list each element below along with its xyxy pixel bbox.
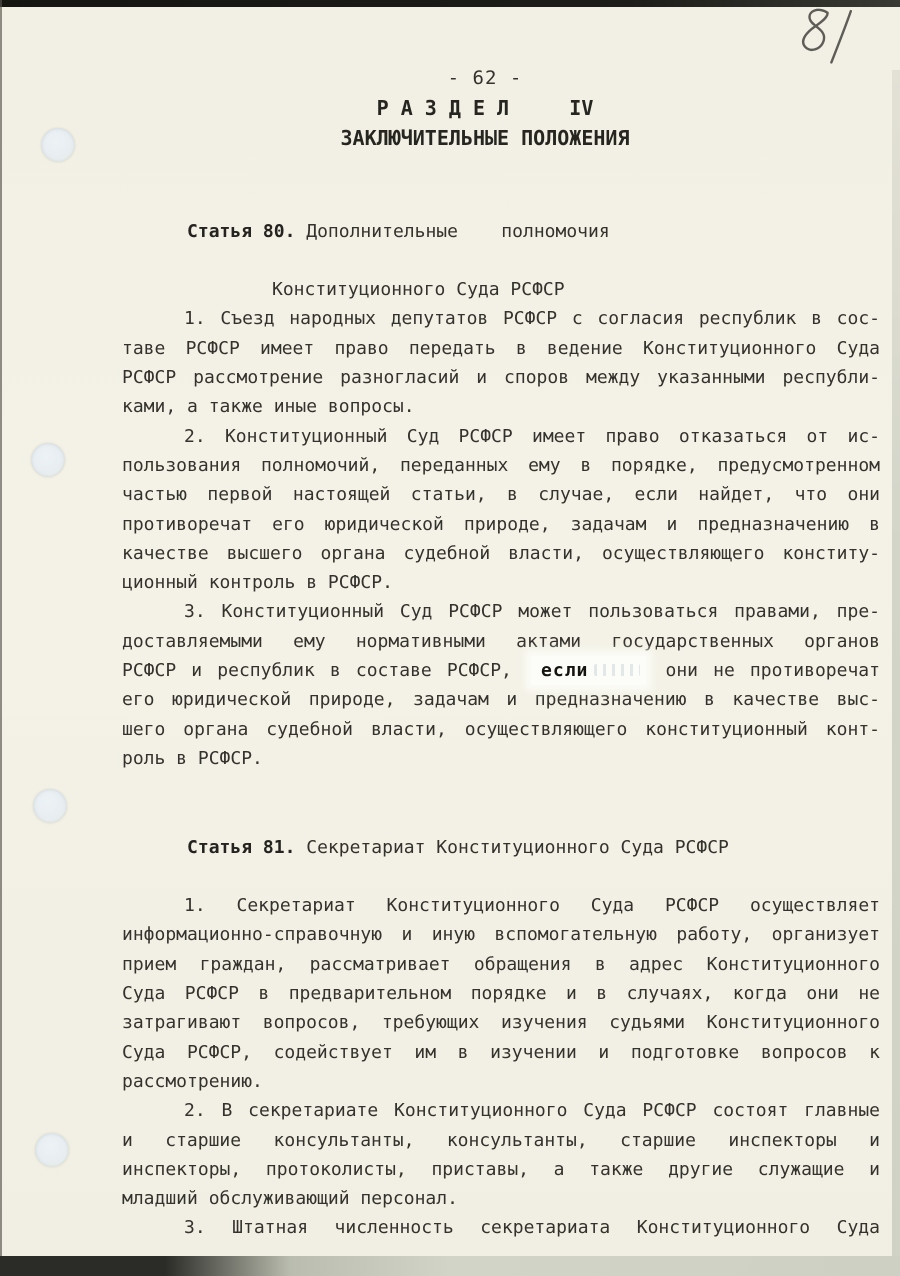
punch-hole <box>33 789 67 823</box>
text-line: 1. Съезд народных депутатов РСФСР с согласия республик в сос- <box>184 308 880 330</box>
scan-left-edge <box>0 0 2 1276</box>
text-segment: РСФСР и республик в составе РСФСР, <box>122 660 512 682</box>
text-line: 2. Конституционный Суд РСФСР имеет право отказаться от ис- <box>184 425 880 447</box>
text-line: доставляемыми ему нормативными актами государственных органов <box>122 630 880 652</box>
text-line: РСФСР рассмотрение разногласий и споров между указанными республи- <box>122 367 880 389</box>
article-80-title-line1: Дополнительные полномочия <box>295 220 610 242</box>
scan-right-edge <box>892 70 900 1258</box>
text-line: и старшие консультанты, консультанты, старшие инспекторы и <box>122 1129 880 1151</box>
correction-word: если <box>541 660 589 682</box>
text-line: частью первой настоящей статьи, в случае, если найдет, что они <box>122 484 880 506</box>
text-line: рассмотрению. <box>122 1070 263 1092</box>
article-80-label: Статья 80. <box>187 220 296 242</box>
punch-hole <box>41 128 75 162</box>
text-line: шего органа судебной власти, осуществляющего конституционный конт- <box>122 718 880 740</box>
text-line: его юридической природе, задачам и предназначению в качестве выс- <box>122 689 880 711</box>
text-line: инспекторы, протоколисты, приставы, а также другие служащие и <box>122 1158 880 1180</box>
punch-hole <box>31 443 65 477</box>
text-line: 3. Конституционный Суд РСФСР может пользоваться правами, пре- <box>184 601 880 623</box>
article-81-heading <box>122 803 880 891</box>
text-line: затрагивают вопросов, требующих изучения судьями Конституционного <box>122 1012 880 1034</box>
punch-hole <box>35 1133 69 1167</box>
scan-bottom-edge <box>0 1256 900 1276</box>
section-subtitle: ЗАКЛЮЧИТЕЛЬНЫЕ ПОЛОЖЕНИЯ <box>340 126 630 151</box>
ghost-text-remnant <box>594 664 640 676</box>
text-line: 3. Штатная численность секретариата Конституционного Суда <box>184 1217 880 1239</box>
text-line: качестве высшего органа судебной власти, осуществляющего конститу- <box>122 542 880 564</box>
page-number: - 62 - <box>447 67 523 89</box>
text-segment: они не противоречат <box>665 660 880 682</box>
article-80-title-line2: Конституционного Суда РСФСР <box>272 279 565 301</box>
text-line-with-correction <box>122 656 880 685</box>
article-81-label: Статья 81. <box>187 836 296 858</box>
text-line: прием граждан, рассматривает обращения в адрес Конституционного <box>122 953 880 975</box>
text-line: таве РСФСР имеет право передать в ведение Конституционного Суда <box>122 337 880 359</box>
text-line: Суда РСФСР, содействует им в изучении и подготовке вопросов к <box>122 1041 880 1063</box>
article-80-heading <box>122 187 880 275</box>
section-title: Р А З Д Е Л IV <box>376 96 594 121</box>
text-line: роль в РСФСР. <box>122 747 263 769</box>
text-line: ками, а также иные вопросы. <box>122 396 415 418</box>
text-line: ционный контроль в РСФСР. <box>122 572 393 594</box>
document-text-column <box>122 0 880 1243</box>
text-line: информационно-справочную и иную вспомогательную работу, организует <box>122 924 880 946</box>
text-line: 1. Секретариат Конституционного Суда РСФСР осуществляет <box>184 895 880 917</box>
text-line: младший обслуживающий персонал. <box>122 1188 458 1210</box>
text-line: 2. В секретариате Конституционного Суда РСФСР состоят главные <box>184 1100 880 1122</box>
whiteout-correction <box>531 656 646 685</box>
text-line: противоречат его юридической природе, задачам и предназначению в <box>122 513 880 535</box>
text-line: Суда РСФСР в предварительном порядке и в случаях, когда они не <box>122 983 880 1005</box>
text-line: пользования полномочий, переданных ему в порядке, предусмотренном <box>122 454 880 476</box>
article-81-title: Секретариат Конституционного Суда РСФСР <box>295 836 729 858</box>
